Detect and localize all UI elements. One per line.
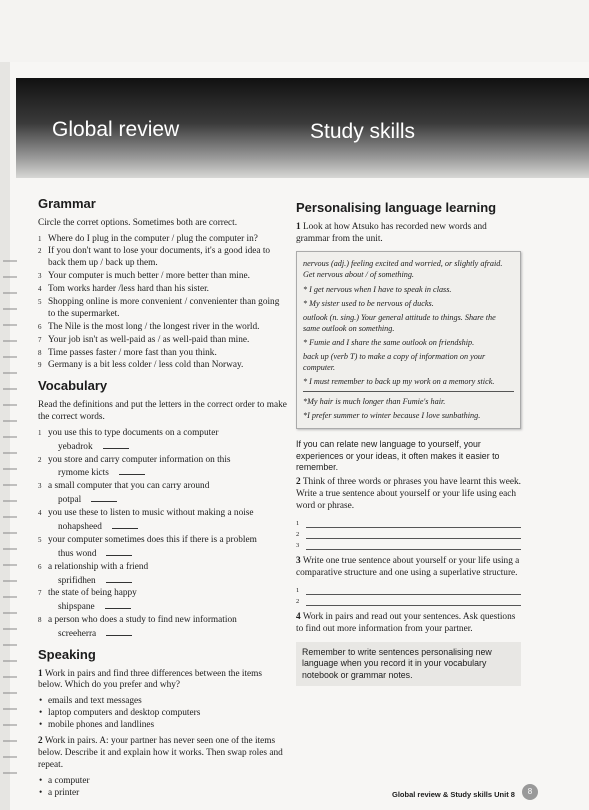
speaking-bullet: • a printer: [38, 788, 288, 800]
answer-blank[interactable]: [91, 493, 117, 502]
answer-line[interactable]: [296, 595, 521, 606]
item-number: 7: [38, 335, 42, 344]
study-task-4-text: Work in pairs and read out your sentences. Ask questions to find out more information from your partner.: [296, 611, 516, 634]
answer-line[interactable]: [296, 517, 521, 528]
notebook-line: *My hair is much longer than Fumie's hair.: [303, 397, 446, 407]
vocabulary-item: [38, 588, 288, 614]
scrambled-word: potpal: [48, 493, 288, 507]
scrambled-word: screeherra: [48, 627, 288, 641]
scrambled-word: shipspane: [48, 600, 288, 614]
speaking-section: [38, 647, 288, 800]
grammar-item-text: Germany is a bit less colder / less cold than Norway.: [48, 360, 244, 371]
answer-blank[interactable]: [103, 440, 129, 449]
vocabulary-item: [38, 428, 288, 454]
vocabulary-section: [38, 378, 288, 641]
study-skills-heading: Personalising language learning: [296, 200, 497, 215]
left-column: [38, 196, 288, 806]
speaking-task-2-number: 2: [38, 736, 43, 747]
study-task-1-number: 1: [296, 221, 301, 232]
scrambled-word: yebadrok: [48, 440, 288, 454]
grammar-instruction: Circle the corret options. Sometimes both are correct.: [38, 217, 238, 228]
writing-rule: [306, 527, 521, 528]
notebook-line: * I must remember to back up my work on a memory stick.: [303, 376, 495, 386]
vocabulary-item: [38, 455, 288, 481]
grammar-item: [38, 271, 288, 283]
study-task-3-text: Write one true sentence about yourself or your life using a comparative structure and one using a superlative structure.: [296, 556, 520, 578]
item-number: 3: [38, 482, 42, 491]
right-column: [296, 200, 521, 686]
item-number: 5: [38, 297, 42, 306]
study-task-3-number: 3: [296, 556, 301, 567]
vocabulary-item: [38, 535, 288, 561]
vocabulary-definition: your computer sometimes does this if there is a problem: [48, 534, 257, 545]
writing-rule: [306, 605, 521, 606]
page-number: 8: [522, 784, 538, 800]
speaking-bullets-2: [38, 776, 288, 800]
grammar-item-text: Your job isn't as well-paid as / as well-paid than mine.: [48, 334, 250, 345]
item-number: 3: [38, 272, 42, 281]
writing-rule: [306, 594, 521, 595]
grammar-item-text: Shopping online is more convenient / convenienter than going to the supermarket.: [48, 296, 280, 319]
line-number: 2: [296, 530, 300, 538]
study-task-2-number: 2: [296, 477, 301, 488]
grammar-item: [38, 348, 288, 360]
line-number: 1: [296, 519, 300, 527]
vocabulary-definition: a person who does a study to find new information: [48, 615, 237, 626]
answer-lines-task-2: [296, 517, 521, 550]
vocabulary-definition: you store and carry computer information on this: [48, 454, 231, 465]
answer-line[interactable]: [296, 539, 521, 550]
grammar-item-text: Tom works harder /less hard than his sister.: [48, 284, 209, 295]
speaking-heading: Speaking: [38, 646, 96, 662]
study-task-3: [296, 556, 521, 580]
answer-blank[interactable]: [119, 466, 145, 475]
answer-blank[interactable]: [106, 627, 132, 636]
item-number: 9: [38, 361, 42, 370]
vocabulary-list: [38, 428, 288, 641]
notebook-divider: [303, 391, 514, 392]
speaking-bullet: • emails and text messages: [38, 696, 288, 708]
notebook-line: * Fumie and I share the same outlook on friendship.: [303, 337, 475, 347]
speaking-bullet: • a computer: [38, 776, 288, 788]
grammar-section: [38, 196, 288, 372]
notebook-line: nervous (adj.) feeling excited and worried, or slightly afraid. Get nervous about / of something.: [303, 259, 503, 280]
study-task-2: [296, 477, 521, 513]
line-number: 2: [296, 597, 300, 605]
speaking-bullets-1: [38, 696, 288, 732]
answer-blank[interactable]: [106, 574, 132, 583]
grammar-list: [38, 234, 288, 373]
answer-lines-task-3: [296, 584, 521, 606]
study-task-1: [296, 222, 521, 246]
vocabulary-definition: a small computer that you can carry around: [48, 481, 210, 492]
scrambled-word: sprifidhen: [48, 574, 288, 588]
line-number: 3: [296, 541, 300, 549]
footer-label: Global review & Study skills Unit 8: [392, 790, 515, 799]
grammar-item: [38, 360, 288, 372]
vocabulary-instruction: Read the definitions and put the letters in the correct order to make the correct words.: [38, 399, 287, 422]
speaking-task-1-number: 1: [38, 668, 43, 679]
item-number: 1: [38, 428, 42, 437]
scrambled-word: rymome kicts: [48, 466, 288, 480]
spiral-binding: [3, 260, 17, 780]
answer-blank[interactable]: [105, 600, 131, 609]
item-number: 4: [38, 509, 42, 518]
grammar-item: [38, 297, 288, 321]
item-number: 6: [38, 322, 42, 331]
grammar-item-text: Your computer is much better / more better than mine.: [48, 271, 250, 282]
remember-tip-box: Remember to write sentences personalising new language when you record it in your vocabulary notebook or grammar notes.: [296, 642, 521, 686]
grammar-item-text: Time passes faster / more fast than you think.: [48, 347, 217, 358]
grammar-item: [38, 335, 288, 347]
study-task-2-text: Think of three words or phrases you have learnt this week. Write a true sentence about yourself or your life using each word or phrase.: [296, 477, 521, 512]
vocabulary-heading: Vocabulary: [38, 378, 108, 394]
scrambled-word: thus wond: [48, 547, 288, 561]
line-number: 1: [296, 586, 300, 594]
grammar-item-text: The Nile is the most long / the longest river in the world.: [48, 321, 260, 332]
vocabulary-item: [38, 508, 288, 534]
vocabulary-definition: you use these to listen to music without making a noise: [48, 508, 254, 519]
item-number: 7: [38, 589, 42, 598]
banner-title-global-review: Global review: [52, 118, 180, 141]
grammar-item-text: Where do I plug in the computer / plug the computer in?: [48, 233, 258, 244]
item-number: 4: [38, 285, 42, 294]
banner-title-study-skills: Study skills: [310, 120, 416, 143]
item-number: 8: [38, 348, 42, 357]
item-number: 1: [38, 234, 42, 243]
notebook-line: * My sister used to be nervous of ducks.: [303, 298, 434, 308]
grammar-item: [38, 246, 288, 270]
study-task-4-number: 4: [296, 611, 301, 622]
scrambled-word: nohapsheed: [48, 520, 288, 534]
item-number: 5: [38, 535, 42, 544]
vocabulary-item: [38, 562, 288, 588]
vocabulary-definition: a relationship with a friend: [48, 561, 149, 572]
atsuko-notebook: [296, 251, 521, 429]
item-number: 8: [38, 616, 42, 625]
notebook-grammar-entries: [303, 396, 514, 421]
item-number: 6: [38, 562, 42, 571]
notebook-line: *I prefer summer to winter because I love sunbathing.: [303, 411, 481, 421]
item-number: 2: [38, 455, 42, 464]
study-task-1-text: Look at how Atsuko has recorded new words and grammar from the unit.: [296, 221, 487, 244]
speaking-bullet: • laptop computers and desktop computers: [38, 708, 288, 720]
grammar-heading: Grammar: [38, 196, 96, 211]
item-number: 2: [38, 247, 42, 256]
speaking-task-1-text: Work in pairs and find three differences between the items below. Which do you prefer and why?: [38, 668, 263, 691]
notebook-line: outlook (n. sing.) Your general attitude to things. Share the same outlook on something.: [303, 312, 496, 333]
vocabulary-definition: you use this to type documents on a computer: [48, 427, 219, 438]
answer-line[interactable]: [296, 528, 521, 539]
answer-blank[interactable]: [112, 520, 138, 529]
vocabulary-definition: the state of being happy: [48, 588, 137, 599]
speaking-task-2: [38, 736, 288, 772]
study-task-4: [296, 612, 521, 636]
speaking-task-1: [38, 669, 288, 693]
grammar-item: [38, 322, 288, 334]
vocabulary-item: [38, 481, 288, 507]
grammar-item: [38, 234, 288, 246]
notebook-line: * I get nervous when I have to speak in class.: [303, 284, 452, 294]
grammar-item: [38, 284, 288, 296]
grammar-item-text: If you don't want to lose your documents, it's a good idea to back them up / back up them.: [48, 246, 271, 269]
notebook-entries: [303, 258, 514, 387]
relate-language-tip: If you can relate new language to yourself, your experiences or your ideas, it often makes it easier to remember.: [296, 439, 500, 472]
writing-rule: [306, 538, 521, 539]
speaking-task-2-text: Work in pairs. A: your partner has never seen one of the items below. Describe it and explain how it works. Then swap roles and repeat.: [38, 736, 283, 770]
answer-line[interactable]: [296, 584, 521, 595]
vocabulary-item: [38, 615, 288, 641]
notebook-line: back up (verb T) to make a copy of information on your computer.: [303, 351, 486, 372]
writing-rule: [306, 549, 521, 550]
answer-blank[interactable]: [106, 547, 132, 556]
speaking-bullet: • mobile phones and landlines: [38, 720, 288, 732]
